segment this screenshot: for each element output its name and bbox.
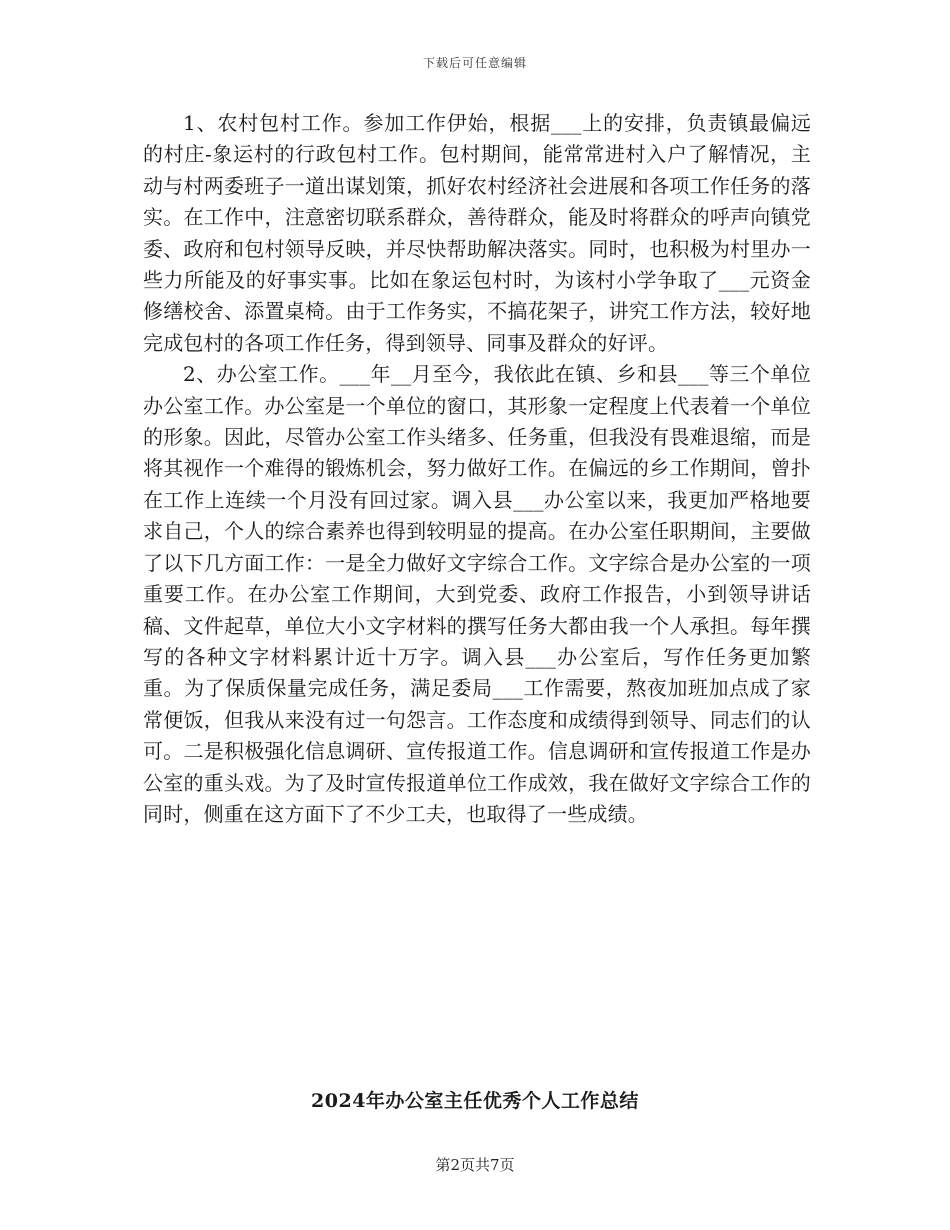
page-header: 下载后可任意编辑: [422, 56, 527, 70]
paragraph-office-work: 2、办公室工作。___年__月至今，我依此在镇、乡和县___等三个单位办公室工作。办公室是一个单位的窗口，其形象一定程度上代表着一个单位的形象。因此，尽管办公室工作头绪多、任务重，但我没有畏难退缩，而是将其视作一个难得的锻炼机会，努力做好工作。在偏远的乡工作期间，曾扑在工作上连续一个月没有回过家。调入县___办公室以来，我更加严格地要求自己，个人的综合素养也得到较明显的提高。在办公室任职期间，主要做了以下几方面工作：一是全力做好文字综合工作。文字综合是办公室的一项重要工作。在办公室工作期间，大到党委、政府工作报告，小到领导讲话稿、文件起草，单位大小文字材料的撰写任务大都由我一个人承担。每年撰写的各种文字材料累计近十万字。调入县___办公室后，写作任务更加繁重。为了保质保量完成任务，满足委局___工作需要，熬夜加班加点成了家常便饭，但我从来没有过一句怨言。工作态度和成绩得到领导、同志们的认可。二是积极强化信息调研、宣传报道工作。信息调研和宣传报道工作是办公室的重头戏。为了及时宣传报道单位工作成效，我在做好文字综合工作的同时，侧重在这方面下了不少工夫，也取得了一些成绩。: [143, 362, 811, 826]
paragraph-village-work: 1、农村包村工作。参加工作伊始，根据___上的安排，负责镇最偏远的村庄-象运村的行政包村工作。包村期间，能常常进村入户了解情况，主动与村两委班子一道出谋划策，抓好农村经济社会进展和各项工作任务的落实。在工作中，注意密切联系群众，善待群众，能及时将群众的呼声向镇党委、政府和包村领导反映，并尽快帮助解决落实。同时，也积极为村里办一些力所能及的好事实事。比如在象运包村时，为该村小学争取了___元资金修缮校舍、添置桌椅。由于工作务实，不搞花架子，讲究工作方法，较好地完成包村的各项工作任务，得到领导、同事及群众的好评。: [143, 111, 811, 355]
page-number: 第2页共7页: [435, 1156, 515, 1174]
document-body: [143, 108, 811, 830]
document-title: 2024年办公室主任优秀个人工作总结: [311, 1090, 639, 1112]
